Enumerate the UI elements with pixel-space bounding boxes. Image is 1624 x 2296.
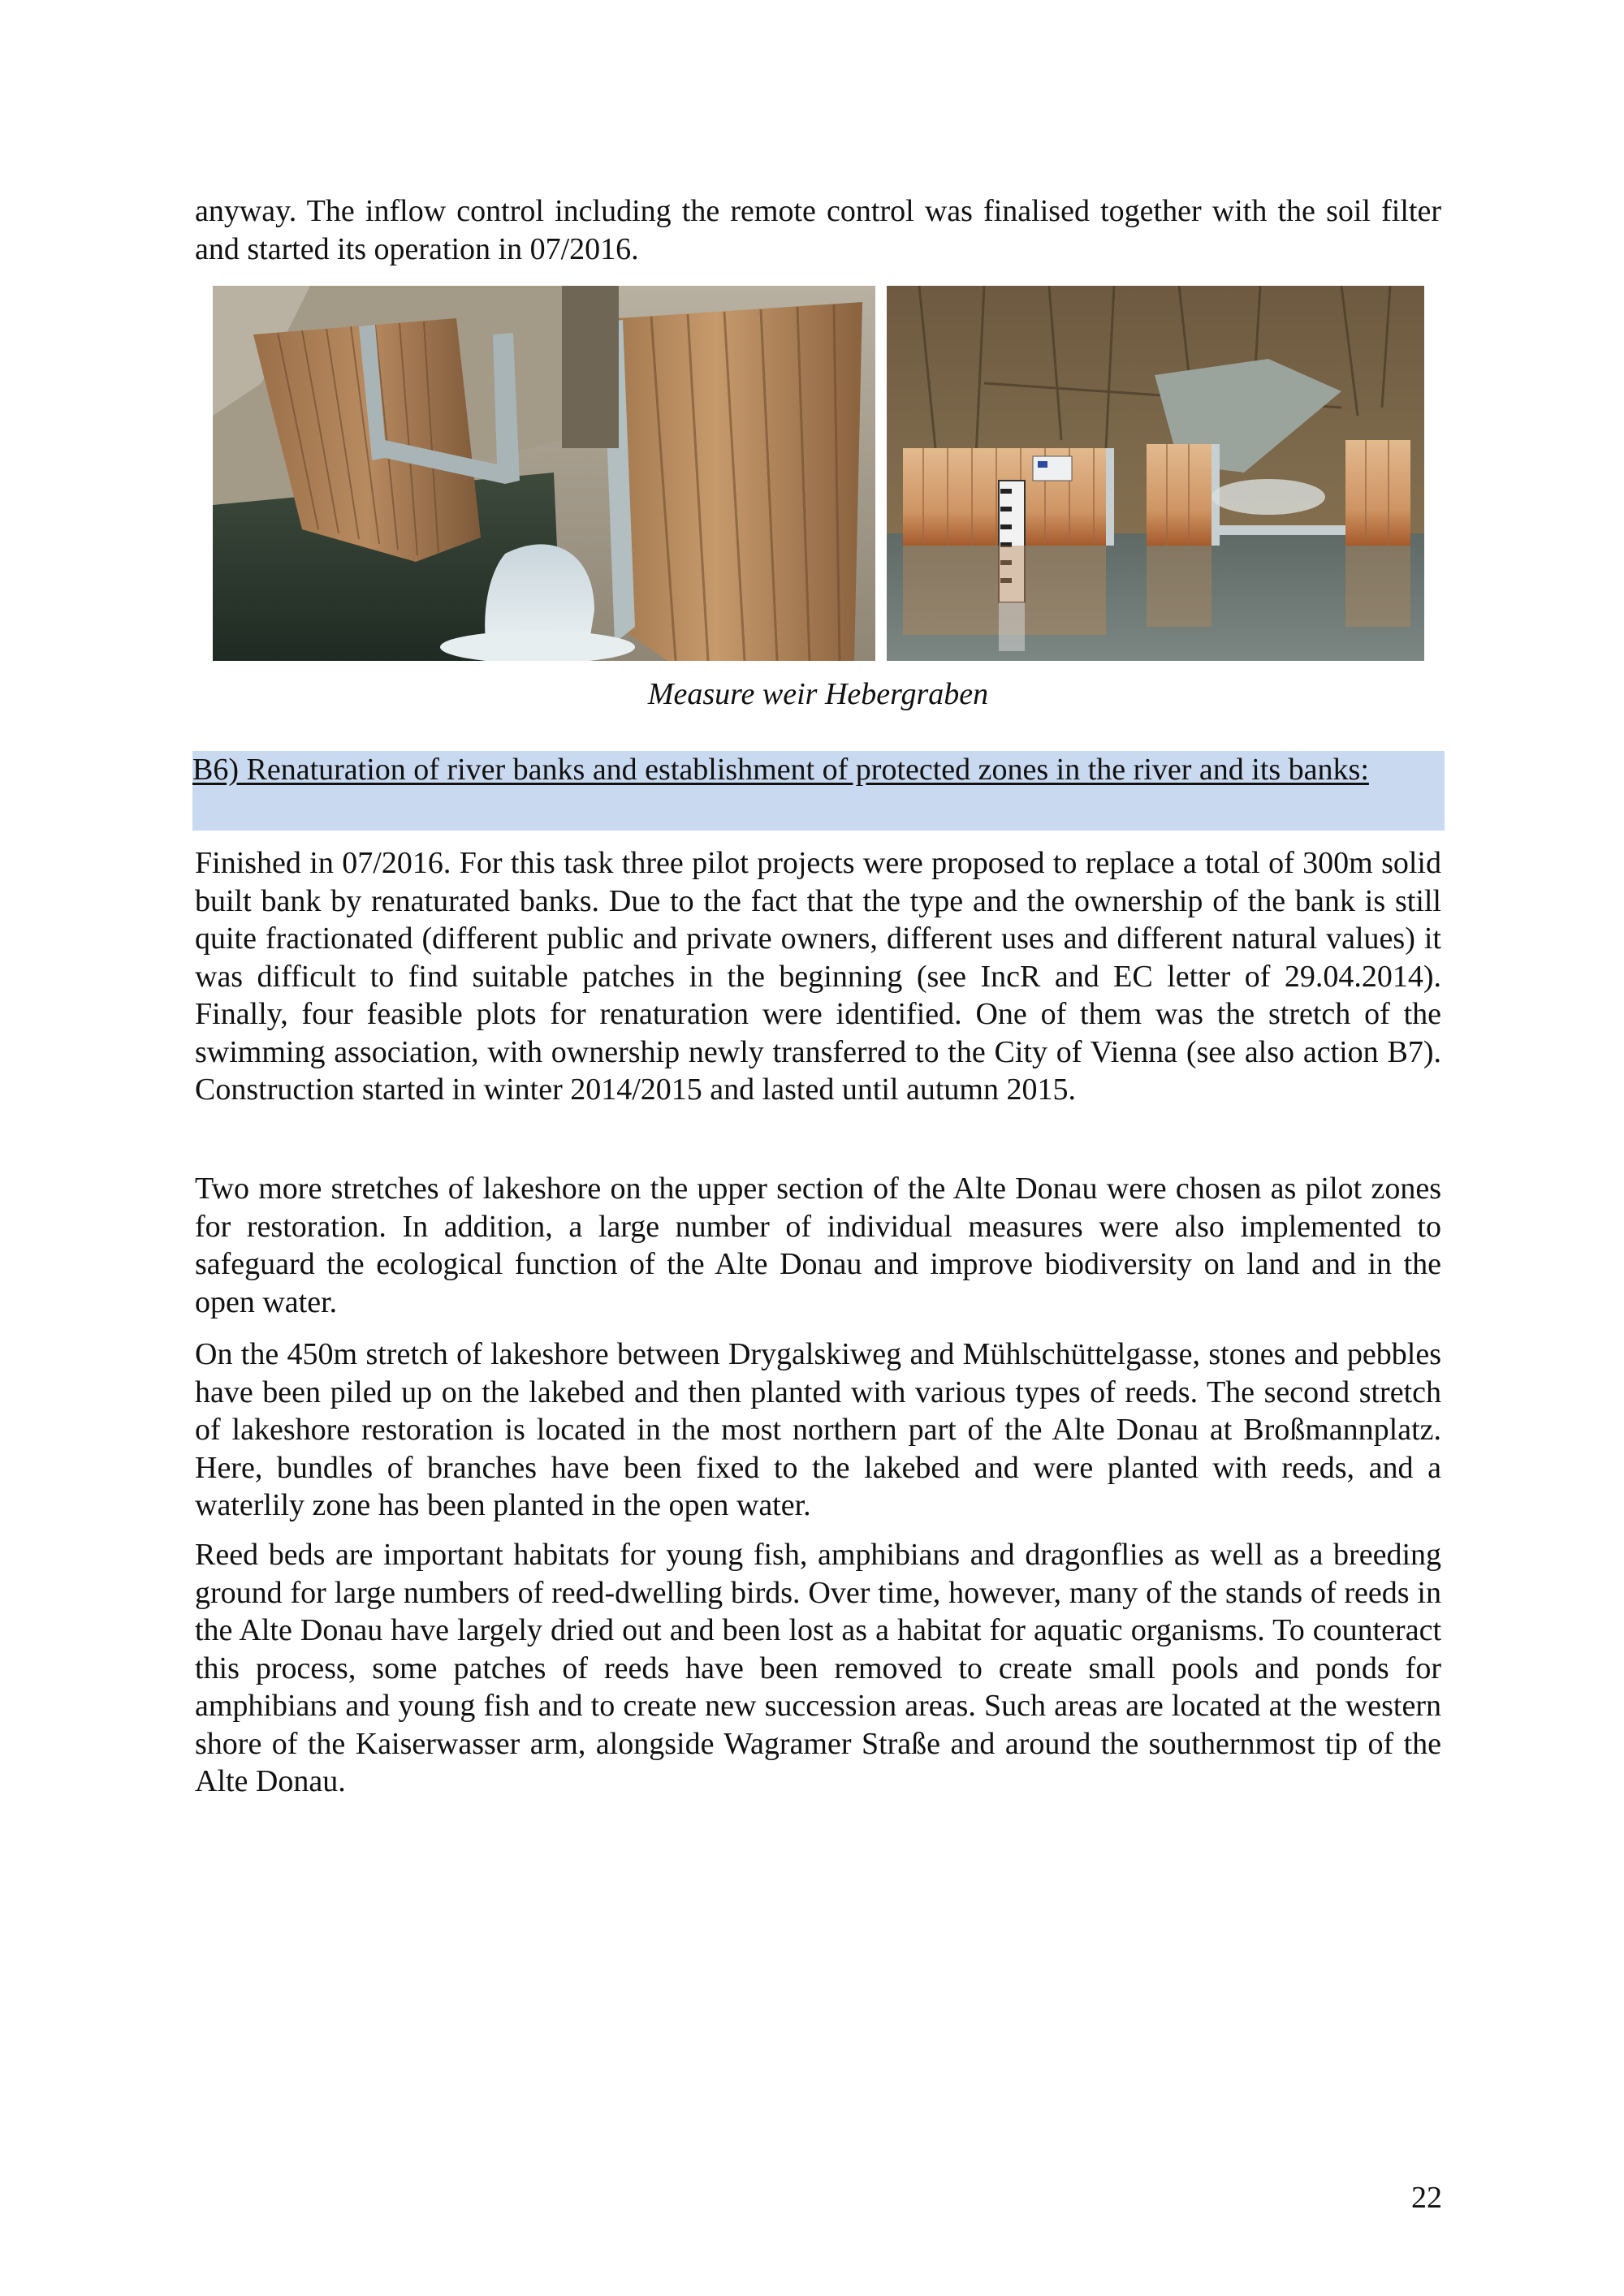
intro-paragraph: anyway. The inflow control including the remote control was finalised together with the soil filter and started its operation in 07/2016. [195,194,1441,266]
figure-caption: Measure weir Hebergraben [647,677,989,711]
body-paragraph: On the 450m stretch of lakeshore between Drygalskiweg and Mühlschüttelgasse, stones and pebbles have been piled up on the lakebed and then planted with various types of reeds. The second stretch of lakeshore restoration is located in the most northern part of the Alte Donau at Broßmannplatz. Here, bundles of branches have been fixed to the lakebed and were planted with reeds, and a waterlily zone has been planted in the open water. [195,1337,1441,1522]
weir-photo-left [213,286,875,661]
body-paragraph: Two more stretches of lakeshore on the upper section of the Alte Donau were chosen as pilot zones for restoration. In addition, a large number of individual measures were also implemented to safeguard the ecological function of the Alte Donau and improve biodiversity on land and in the open water. [195,1172,1441,1319]
body-paragraph: Reed beds are important habitats for young fish, amphibians and dragonflies as well as a breeding ground for large numbers of reed-dwelling birds. Over time, however, many of the stands of reeds in the Alte Donau have largely dried out and been lost as a habitat for aquatic organisms. To counteract this process, some patches of reeds have been removed to create small pools and ponds for amphibians and young fish and to create new succession areas. Such areas are located at the western shore of the Kaiserwasser arm, alongside Wagramer Straße and around the southernmost tip of the Alte Donau. [195,1538,1441,1798]
body-paragraph: Finished in 07/2016. For this task three pilot projects were proposed to replace a total of 300m solid built bank by renaturated banks. Due to the fact that the type and the ownership of the bank is still quite fractionated (different public and private owners, different uses and different natural values) it was difficult to find suitable patches in the beginning (see IncR and EC letter of 29.04.2014). Finally, four feasible plots for renaturation were identified. One of them was the stretch of the swimming association, with ownership newly transferred to the City of Vienna (see also action B7). Construction started in winter 2014/2015 and lasted until autumn 2015. [195,846,1441,1107]
page-number: 22 [1411,2181,1442,2215]
weir-photo-right [887,286,1424,661]
section-heading: B6) Renaturation of river banks and establishment of protected zones in the river and its banks: [192,751,1445,831]
